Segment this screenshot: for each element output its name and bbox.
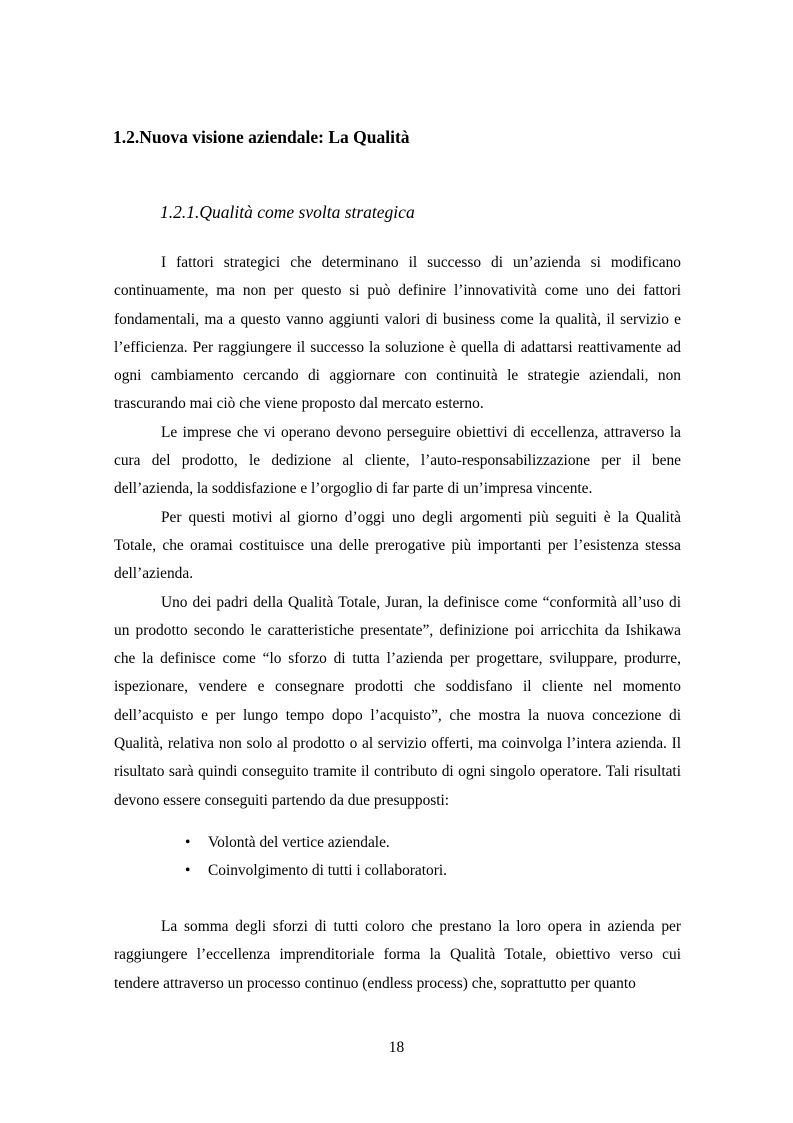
paragraph: Per questi motivi al giorno d’oggi uno degli argomenti più seguiti è la Qualità Totale, che oramai costituisce una delle prerogative più importanti per l’esistenza stessa dell’azienda. <box>114 508 681 583</box>
paragraph: Le imprese che vi operano devono perseguire obiettivi di eccellenza, attraverso la cura del prodotto, le dedizione al cliente, l’auto-responsabilizzazione per il bene dell’azienda, la soddisfazione e l’orgoglio di far parte di un’impresa vincente. <box>114 423 681 498</box>
page-number: 18 <box>388 1039 405 1056</box>
bullet-icon: • <box>185 834 191 851</box>
bullet-text: Volontà del vertice aziendale. <box>208 834 390 851</box>
bullet-icon: • <box>185 862 191 880</box>
paragraph: La somma degli sforzi di tutti coloro che prestano la loro opera in azienda per raggiungere l’eccellenza imprenditoriale forma la Qualità Totale, obiettivo verso cui tendere attraverso un processo continuo (endless process) che, soprattutto per quanto <box>114 918 681 992</box>
bullet-text: Coinvolgimento di tutti i collaboratori. <box>208 862 447 880</box>
bullet-list <box>182 829 682 886</box>
body-text <box>114 249 681 815</box>
closing-text <box>114 913 681 998</box>
paragraph: I fattori strategici che determinano il successo di un’azienda si modificano continuamente, ma non per questo si può definire l’innovatività come uno dei fattori fondamentali, ma a questo vanno aggiunti valori di business come la qualità, il servizio e l’efficienza. Per raggiungere il successo la soluzione è quella di adattarsi reattivamente ad ogni cambiamento cercando di aggiornare con continuità le strategie aziendali, non trascurando mai ciò che viene proposto dal mercato esterno. <box>114 254 681 413</box>
bullet-item <box>182 857 682 885</box>
subsection-heading: 1.2.1.Qualità come svolta strategica <box>160 202 415 222</box>
section-heading: 1.2.Nuova visione aziendale: La Qualità <box>113 127 410 147</box>
bullet-item <box>182 829 682 857</box>
paragraph: Uno dei padri della Qualità Totale, Juran, la definisce come “conformità all’uso di un prodotto secondo le caratteristiche presentate”, definizione poi arricchita da Ishikawa che la definisce come “lo sforzo di tutta l’azienda per progettare, sviluppare, produrre, ispezionare, vendere e consegnare prodotti che soddisfano il cliente nel momento dell’acquisto e per lungo tempo dopo l’acquisto”, che mostra la nuova concezione di Qualità, relativa non solo al prodotto o al servizio offerti, ma coinvolga l’intera azienda. Il risultato sarà quindi conseguito tramite il contributo di ogni singolo operatore. Tali risultati devono essere conseguiti partendo da due presupposti: <box>114 593 681 809</box>
